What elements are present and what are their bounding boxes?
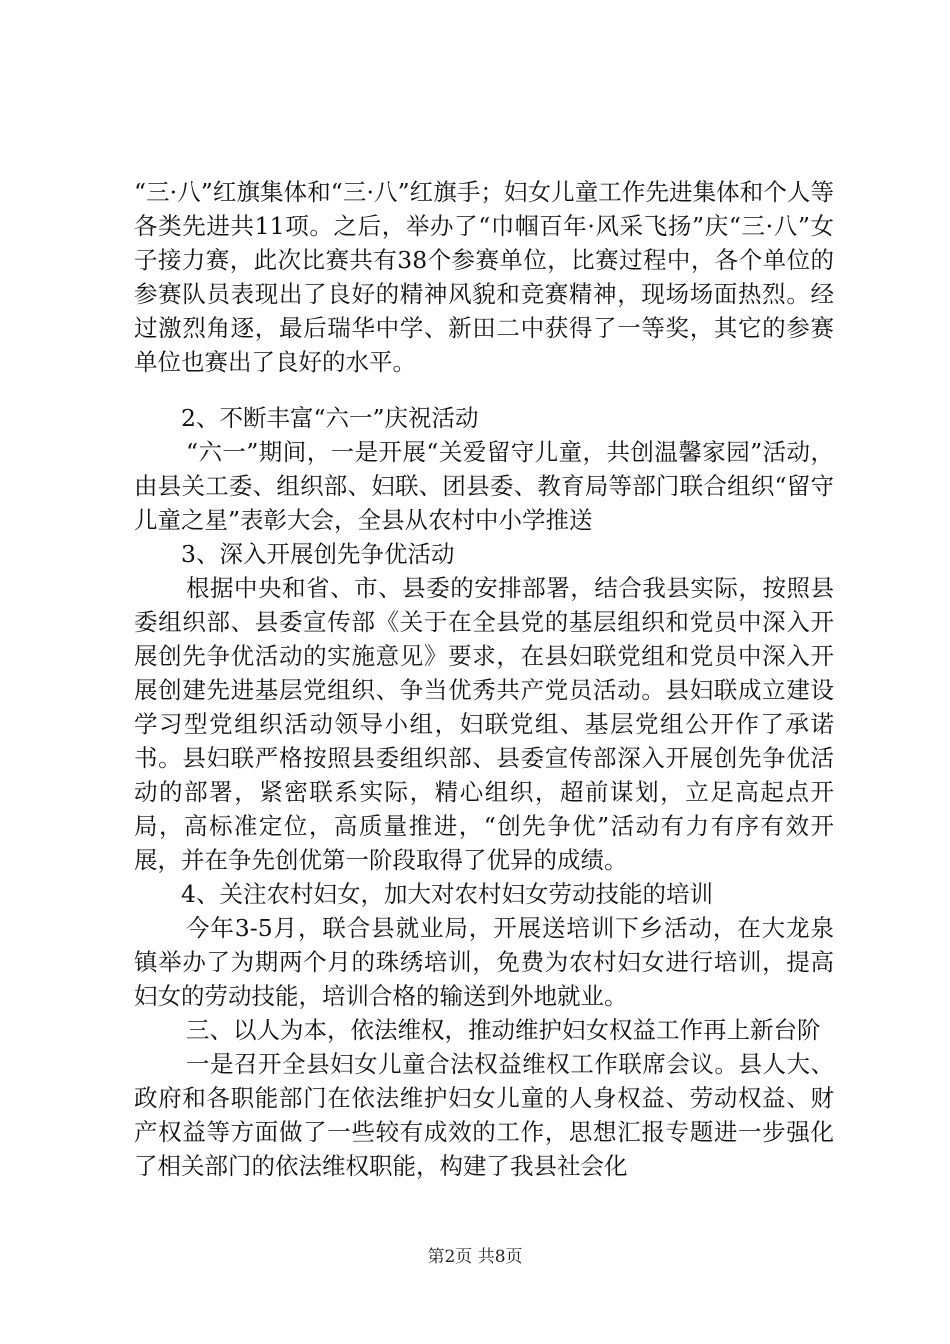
paragraph-children-day: “六一”期间，一是开展“关爱留守儿童，共创温馨家园”活动，由县关工委、组织部、妇联、团县委、教育局等部门联合组织“留守儿童之星”表彰大会，全县从农村中小学推送 [134, 438, 834, 534]
section-heading-children-day: 2、不断丰富“六一”庆祝活动 [181, 404, 479, 432]
section-heading-excellence: 3、深入开展创先争优活动 [181, 540, 455, 568]
paragraph-gap [134, 379, 834, 401]
document-body [134, 175, 834, 1183]
paragraph-excellence: 根据中央和省、市、县委的安排部署，结合我县实际，按照县委组织部、县委宣传部《关于在全县党的基层组织和党员中深入开展创先争优活动的实施意见》要求，在县妇联党组和党员中深入开展创建先进基层党组织、争当优秀共产党员活动。县妇联成立建设学习型党组织活动领导小组，妇联党组、基层党组公开作了承诺书。县妇联严格按照县委组织部、县委宣传部深入开展创先争优活动的部署，紧密联系实际，精心组织，超前谋划，立足高起点开局，高标准定位，高质量推进，“创先争优”活动有力有序有效开展，并在争先创优第一阶段取得了优异的成绩。 [134, 574, 834, 874]
page-number-footer: 第2页 共8页 [427, 1247, 523, 1267]
section-heading-rights: 三、以人为本，依法维权，推动维护妇女权益工作再上新台阶 [186, 1016, 821, 1044]
section-heading-rural-women: 4、关注农村妇女，加大对农村妇女劳动技能的培训 [181, 880, 713, 908]
paragraph-awards-relay: “三·八”红旗集体和“三·八”红旗手；妇女儿童工作先进集体和个人等各类先进共11项。之后，举办了“巾帼百年·风采飞扬”庆“三·八”女子接力赛，此次比赛共有38个参赛单位，比赛过程中，各个单位的参赛队员表现出了良好的精神风貌和竞赛精神，现场场面热烈。经过激烈角逐，最后瑞华中学、新田二中获得了一等奖，其它的参赛单位也赛出了良好的水平。 [134, 178, 834, 376]
paragraph-rights-meeting: 一是召开全县妇女儿童合法权益维权工作联席会议。县人大、政府和各职能部门在依法维护妇女儿童的人身权益、劳动权益、财产权益等方面做了一些较有成效的工作，思想汇报专题进一步强化了相关部门的依法维权职能，构建了我县社会化 [134, 1050, 834, 1180]
paragraph-rural-training: 今年3-5月，联合县就业局，开展送培训下乡活动，在大龙泉镇举办了为期两个月的珠绣培训，免费为农村妇女进行培训，提高妇女的劳动技能，培训合格的输送到外地就业。 [134, 914, 834, 1010]
